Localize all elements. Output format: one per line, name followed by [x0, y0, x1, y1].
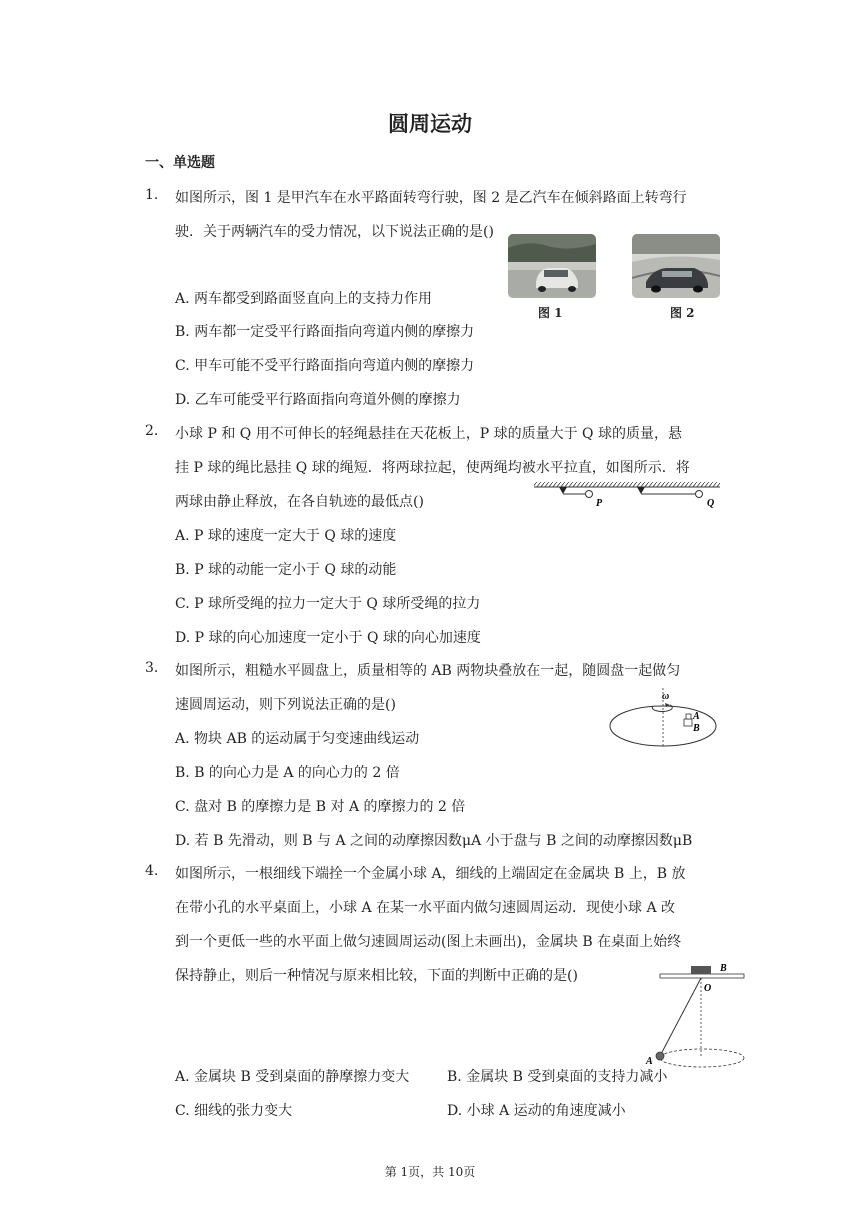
option-d: D. P 球的向心加速度一定小于 Q 球的向心加速度 [175, 630, 481, 646]
option-b: B. 两车都一定受平行路面指向弯道内侧的摩擦力 [175, 324, 475, 340]
option-d: D. 小球 A 运动的角速度减小 [447, 1103, 626, 1119]
question-number: 2. [145, 423, 159, 439]
label-b: B [720, 963, 727, 974]
option-a: A. P 球的速度一定大于 Q 球的速度 [175, 528, 397, 544]
section-heading: 一、单选题 [145, 155, 215, 171]
label-o: O [704, 983, 712, 994]
question-text-line: 挂 P 球的绳比悬挂 Q 球的绳短．将两球拉起，使两绳均被水平拉直，如图所示．将 [175, 460, 690, 476]
figure-caption-1: 图 1 [538, 306, 563, 320]
question-text-line: 速圆周运动，则下列说法正确的是() [175, 697, 396, 713]
question-text-line: 如图所示，一根细线下端拴一个金属小球 A，细线的上端固定在金属块 B 上，B 放 [175, 866, 686, 882]
label-a: A [646, 1056, 653, 1067]
car-photo-2 [632, 234, 720, 298]
figure-caption-2: 图 2 [670, 306, 695, 320]
label-q: Q [707, 498, 715, 509]
option-a: A. 两车都受到路面竖直向上的支持力作用 [175, 291, 433, 307]
question-text-line: 如图所示，粗糙水平圆盘上，质量相等的 AB 两物块叠放在一起，随圆盘一起做匀 [175, 663, 681, 679]
conical-pendulum-diagram [640, 958, 750, 1070]
label-p: P [596, 498, 603, 509]
label-omega: ω [662, 691, 670, 702]
option-c: C. P 球所受绳的拉力一定大于 Q 球所受绳的拉力 [175, 596, 481, 612]
question-text-line: 驶．关于两辆汽车的受力情况，以下说法正确的是() [175, 224, 494, 240]
question-text-line: 保持静止，则后一种情况与原来相比较，下面的判断中正确的是() [175, 968, 578, 984]
question-number: 1. [145, 187, 159, 203]
question-text-line: 小球 P 和 Q 用不可伸长的轻绳悬挂在天花板上，P 球的质量大于 Q 球的质量，悬 [175, 426, 682, 442]
option-a: A. 金属块 B 受到桌面的静摩擦力变大 [175, 1069, 410, 1085]
option-d: D. 若 B 先滑动，则 B 与 A 之间的动摩擦因数μA 小于盘与 B 之间的动摩擦因数μB [175, 833, 693, 849]
question-text-line: 在带小孔的水平桌面上，小球 A 在某一水平面内做匀速圆周运动．现使小球 A 改 [175, 900, 676, 916]
question-text-line: 如图所示，图 1 是甲汽车在水平路面转弯行驶，图 2 是乙汽车在倾斜路面上转弯行 [175, 190, 687, 206]
label-b: B [693, 723, 700, 734]
option-b: B. P 球的动能一定小于 Q 球的动能 [175, 562, 397, 578]
car-photo-1 [508, 234, 596, 298]
question-number: 4. [145, 863, 159, 879]
option-b: B. B 的向心力是 A 的向心力的 2 倍 [175, 765, 400, 781]
option-b: B. 金属块 B 受到桌面的支持力减小 [447, 1069, 668, 1085]
question-text-line: 到一个更低一些的水平面上做匀速圆周运动(图上未画出)，金属块 B 在桌面上始终 [175, 934, 682, 950]
page-title: 圆周运动 [388, 112, 472, 136]
option-d: D. 乙车可能受平行路面指向弯道外侧的摩擦力 [175, 392, 461, 408]
option-c: C. 细线的张力变大 [175, 1103, 293, 1119]
option-c: C. 甲车可能不受平行路面指向弯道内侧的摩擦力 [175, 358, 475, 374]
option-c: C. 盘对 B 的摩擦力是 B 对 A 的摩擦力的 2 倍 [175, 799, 466, 815]
pendulum-diagram [532, 478, 722, 514]
turntable-diagram [608, 686, 720, 748]
question-number: 3. [145, 660, 159, 676]
option-a: A. 物块 AB 的运动属于匀变速曲线运动 [175, 731, 420, 747]
question-text-line: 两球由静止释放，在各自轨迹的最低点() [175, 494, 424, 510]
label-a: A [693, 711, 700, 722]
page-footer: 第 1页，共 10页 [384, 1165, 476, 1179]
